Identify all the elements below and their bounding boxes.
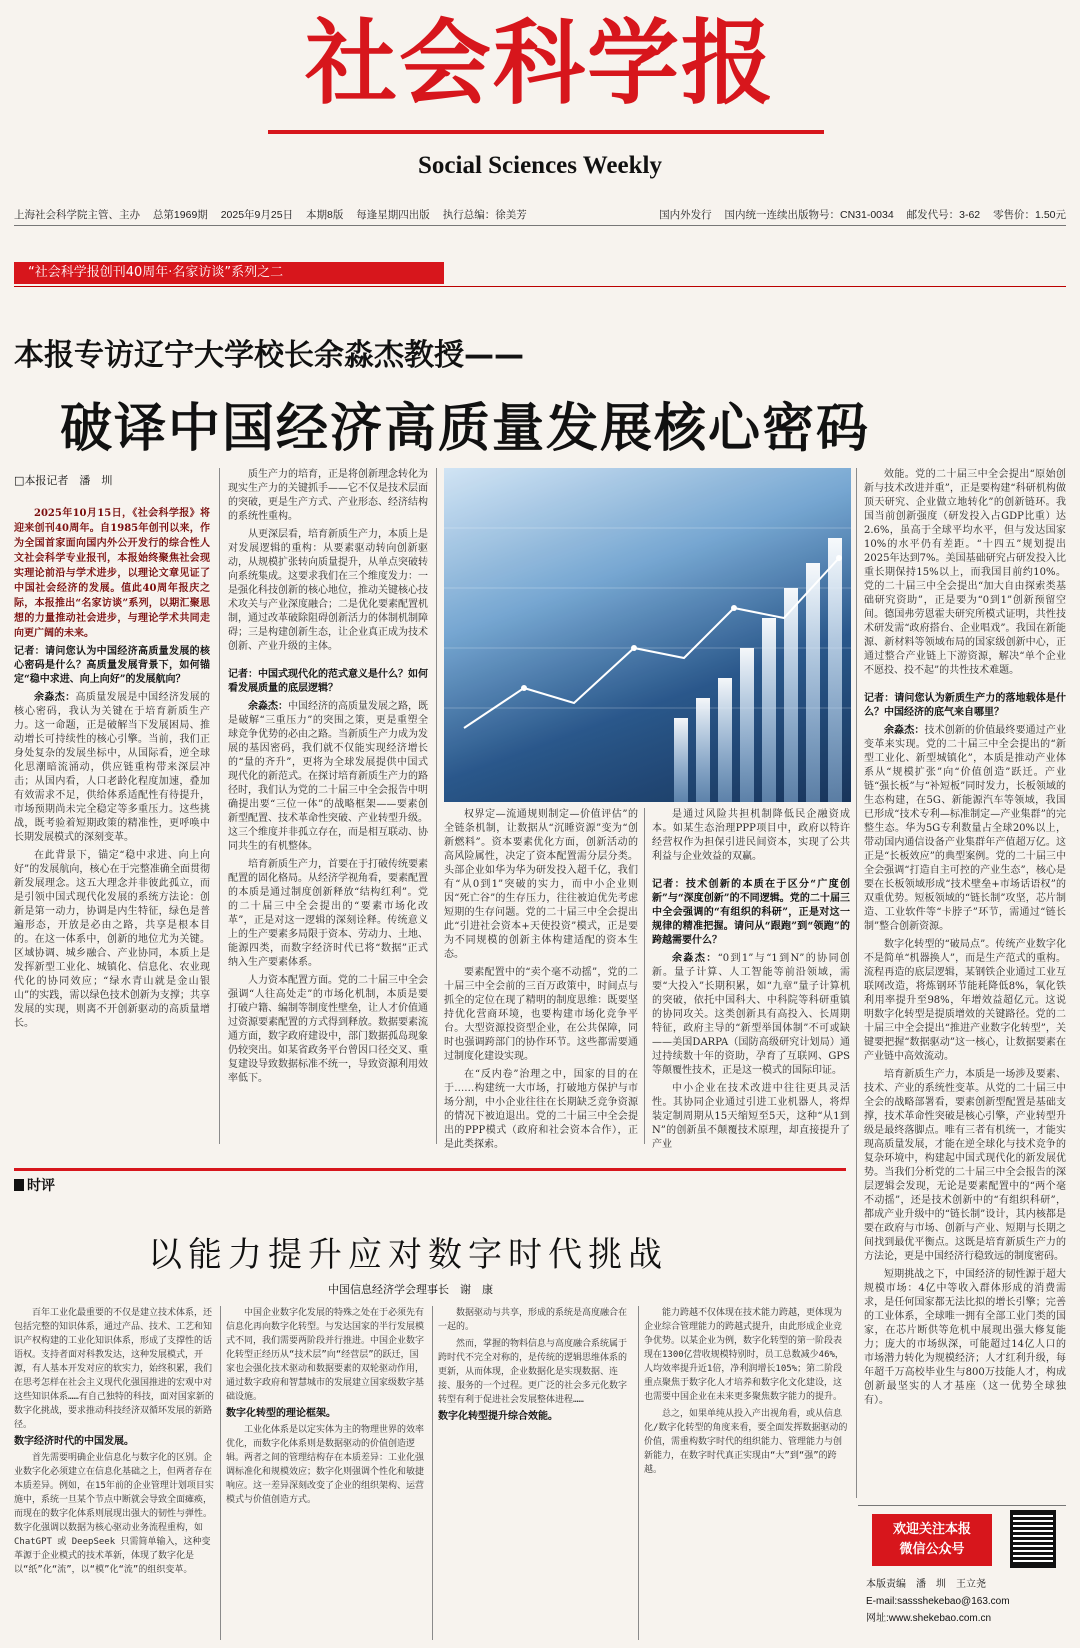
opinion-subhead-3: 数字化转型提升综合效能。 [438,1411,558,1422]
col5-top: 效能。党的二十届三中全会提出“原始创新与技术改进并重”，正是要构建“科研机构做顶天研究、企业做立地转化”的创新链环。我国当前创新强度（研发投入占GDP比重）达2.6%，虽高于全球平均水平，但与发达国家10%的水平仍有差距。“十四五”规划提出2025年达到7%。美国基础研究占研发投入比重长期保持15%以上，而我国目前约10%。党的二十届三中全会提出“加大自由探索类基础研究资助”，正是要为“0到1”创新预留空间。德国弗劳恩霍夫研究所模式证明，共性技术研发需“政府搭台、企业唱戏”。我国在新能源、新材料等领域布局的国家级创新中心，正通过整合产业链上下游资源，解决“单个企业不愿投、投不起”的共性技术难题。 [864,469,1066,676]
col5-end: 培育新质生产力，本质是一场涉及要素、技术、产业的系统性变革。从党的二十届三中全会的战略部署看，要素创新型配置是基础支撑，技术革命性突破是核心引擎，产业转型升级是最终落脚点。唯有三者有机统一，才能实现高质量发展，才能在逆全球化与技术竞争的复杂环境中，构建起中国式现代化的新发展优势。当我们分析党的二十届三中全会报告的深层逻辑会发现，无论是要素配置中的“两个毫不动摇”，还是技术创新中的“有组织科研”，都成产业升级中的“链长制”设计，其内核都是要在政府与市场、创新与产业、短期与长期之间找到最优平衡点。这既是培育新质生产力的方法论，更是中国经济行稳致远的制度密码。 [864,1069,1066,1262]
masthead [0,0,1080,200]
question-4: 记者：请问您认为新质生产力的落地载体是什么？中国经济的底气来自哪里？ [864,693,1066,718]
footer-contact-box [858,1505,1066,1637]
col4-p2: 中小企业在技术改进中往往更具灵活性。其协同企业通过引进工业机器人，将焊装定制周期从15天缩短至5天，这种“从1到N”的创新虽不颠覆技术原理，却直接提升了产业 [652,1083,850,1150]
opinion-p8: 总之，如果单纯从投入产出视角看，或从信息化/数字化转型的角度来看，要全面发挥数据驱动的价值，需重构数字时代的组织能力、管理能力与创新能力，在数字时代真正实现由“大”到“强”的跨越。 [644,1409,848,1475]
website-link[interactable]: 网址:www.shekebao.com.cn [866,1613,992,1624]
series-tag: “社会科学报创刊40周年·名家访谈”系列之二 [14,262,444,284]
article-column-5 [864,468,1066,1498]
financial-chart-illustration [444,468,851,802]
col2-p5: 人力资本配置方面。党的二十届三中全会强调“人往高处走”的市场化机制，本质是要打破户籍、编制等制度性壁垒，让人才价值通过资源要素配置的方式得到释放。数据要素流通方面，数字政府建设中，部门数据孤岛现象仍较突出。如某省政务平台曾因口径交叉、重复建设导致数据标准不统一，导致资源利用效率低下。 [228,975,428,1084]
opinion-p4: 工业化体系是以定实体为主的物理世界的效率优化，而数字化体系则是数据驱动的价值创造逻辑。两者之间的管理结构存在本质差异：工业化强调标准化和规模效应；数字化则强调个性化和敏捷响应。这一差异深刻改变了企业的组织架构、运营模式与价值创造方式。 [226,1425,425,1505]
answer-1-continued: 在此背景下，锚定“稳中求进、向上向好”的发展航向，核心在于完整准确全面贯彻新发展理念。这五大理念并非彼此孤立，而是引领中国式现代化发展的系统方法论：创新是第一动力，协调是内生特征，绿色是普遍形态，开放是必由之路，共享是根本目的。在这一体系中，创新的地位尤为关键。区域协调、城乡融合、产业协同，本质上是发挥新型工业化、城镇化、信息化、农业现代化的协同效应；“绿水青山就是金山银山”的实践，需以绿色技术创新为支撑；共享发展的实现，则离不开创新驱动的高质量增长。 [14,850,210,1029]
page-count: 本期8版 [306,209,344,221]
answer-4-continued: 数字化转型的“破局点”。传统产业数字化不是简单“机器换人”，而是生产范式的重构。流程再造的底层逻辑，某钢铁企业通过工业互联网改造，将炼钢环节能耗降低8%，氧化铁利用率提升至98%，年增效益超亿元。这说明数字化转型是提质增效的关键路径。党的二十届三中全会提出“推进产业数字化转型”，关键要把握“数据驱动”这一核心，让数据要素在产业链中高效流动。 [864,939,1066,1062]
opinion-p1: 百年工业化最重要的不仅是建立技术体系，还包括完整的知识体系，通过产品、技术、工艺和知识产权构建的工业化知识体系，形成了支撑性的话语权。支持者面对科教发达，这种发展模式，开源，有人基本开发对应的软实力，始终积累，我们在思考怎样在社会主义现代化强国推进的宏观中对这些知识体系……有自己独特的科技，面对国家新的数字化挑战，要求推动科技经济双循环发展的新路径。 [14,1308,214,1430]
issue-date: 2025年9月25日 [220,209,294,221]
opinion-column-2 [226,1306,426,1640]
postal-code: 邮发代号：3-62 [906,209,981,221]
column-divider [638,1306,639,1640]
opinion-section-label: 时评 [14,1175,55,1195]
opinion-subhead-2: 数字化转型的理论框架。 [226,1408,336,1419]
article-lead: 2025年10月15日，《社会科学报》将迎来创刊40周年。自1985年创刊以来，作为全国首家面向国内外公开发行的综合性人文社会科学专业报刊，本报始终聚焦社会现实理论前沿与学术进步，以理论文章见证了中国社会经济的发展。值此40周年报庆之际，本报推出“名家访谈”系列，以期汇聚思想的力量推动社会进步，与理论学术共同走向更广阔的未来。 [14,508,210,639]
qr-code-icon[interactable] [1010,1510,1056,1568]
column-divider [432,1306,433,1640]
col2-p2: 从更深层看，培育新质生产力，本质上是对发展逻辑的重构：从要素驱动转向创新驱动，从规模扩张转向质量提升，从单点突破转向系统集成。这要求我们在三个维度发力：一是强化科技创新的核心地位，推动关键核心技术攻关与产业深度融合；二是优化要素配置机制，通过改革破除阻碍创新活力的体制机制障碍；三是构建创新生态，让企业真正成为技术创新、产业升级的主体。 [228,529,428,652]
opinion-author: 中国信息经济学会理事长 谢 康 [328,1283,493,1296]
answer-3: 余淼杰：“0到1”与“1到N”的协同创新。量子计算、人工智能等前沿领域，需要“大投入”长期积累，如“九章”量子计算机的突破，依托中国科大、中科院等科研重镇的协同攻关。这类创新具有高投入、长周期特征，政府主导的“新型举国体制”不可或缺——美国DARPA（国防高级研究计划局）通过持续数十年的资助，孕育了互联网、GPS等颠覆性技术，正是这一模式的国际印证。 [652,953,851,1076]
col3-p3: 在“反内卷”治理之中，国家的目的在于……构建统一大市场，打破地方保护与市场分割，中小企业往往在长期缺乏竞争资源的情况下被迫退出。党的二十届三中全会提出的PPP模式（政府和社会资本合作），正是此类探索。 [444,1069,638,1150]
opinion-column-1 [14,1306,214,1640]
col5-final: 短期挑战之下，中国经济的韧性源于超大规模市场：4亿中等收入群体形成的消费需求，是任何国家都无法比拟的增长引擎；完善的工业体系，全球唯一拥有全部工业门类的国家，在芯片断供等危机中展现出强大修复能力；庞大的市场纵深，可能超过14亿人口的市场潜力转化为规模经济；人才红利升级，每年超千万高校毕业生与800万技能人才，构成创新最坚实的人才基座（这一优势全球独有）。 [864,1269,1066,1406]
opinion-column-4 [644,1306,850,1640]
opinion-p2: 首先需要明确企业信息化与数字化的区别。企业数字化必须建立在信息化基础之上，但两者存在本质差异。例如，在15年前的企业管理计划项目实施中，系统一旦某个节点中断就会导致全面瘫痪，而现在的数字化体系则展现出强大的韧性与弹性。数字化强调以数据为核心驱动业务流程重构，如ChatGPT 或 DeepSeek 只需简单输入，这种变革源于企业模式的技术革新，体现了数字化是以“纸”化“流”，以“模”化“流”的组织变革。 [14,1453,214,1575]
byline: □本报记者 潘 圳 [14,474,113,487]
schedule: 每逢星期四出版 [356,209,430,221]
article-column-3 [444,808,638,1150]
issue-info-bar [14,204,1066,226]
col3-p2: 要素配置中的“卖个毫不动摇”，党的二十届三中全会前的三百万政策中，时间点与抓全的定位在现了精明的制度思维：既要坚持优化营商环境，也要构建市场化竞争平台。大型资源投资型企业，在公共保障，同时也强调跨部门的协作环节。这些都需要通过制度化建设实现。 [444,967,638,1062]
col2-top: 质生产力的培育，正是将创新理念转化为现实生产力的关键抓手——它不仅是技术层面的突破，更是生产方式、产业形态、经济结构的系统性重构。 [228,469,428,522]
article-column-2 [228,468,428,1144]
col3-bottom: 权界定—流通规则制定—价值评估”的全链条机制，让数据从“沉睡资源”变为“创新燃料”。资本要素优化方面，创新活动的高风险属性，决定了资本配置需分层分类。头部企业如华为华为研发投入超千亿，我们有“从0到1”突破的实力，而中小企业则因“死亡谷”的生存压力，往往被迫优先考虑短期的生存问题。党的二十届三中全会提出此“引进社会资本+天使投资”模式，正是要为不同规模的创新主体构建适配的资本生态。 [444,809,638,960]
newspaper-subtitle: Social Sciences Weekly [418,152,662,179]
wechat-promo: 欢迎关注本报 微信公众号 [872,1514,992,1566]
column-divider [644,808,645,1144]
question-1: 记者：请问您认为中国经济高质量发展的核心密码是什么？高质量发展背景下，如何锚定“稳中求进、向上向好”的发展航向？ [14,646,210,685]
section-marker-icon [14,1179,24,1191]
opinion-p3: 中国企业数字化发展的特殊之处在于必须先有信息化再向数字化转型。与发达国家的半行发展模式不同，我们需要两阶段并行推进。中国企业数字化转型正经历从“技术层”向“经营层”的跃迁，国家也会强化技术驱动和数据要素的双轮驱动作用，通过数字政府和智慧城市的发展建立国家级数字基础设施。 [226,1308,425,1402]
column-divider [436,468,437,1144]
opinion-column-3 [438,1306,632,1640]
opinion-title: 以能力提升应对数字时代挑战 [148,1235,668,1275]
col2-p4: 培育新质生产力，首要在于打破传统要素配置的固化格局。从经济学视角看，要素配置的本质是通过制度创新释放“结构红利”。党的二十届三中全会提出的“要素市场化改革”，正是对这一逻辑的深刻诠释。传统意义上的生产要素多局限于资本、劳动力、土地、能源四类，而数字经济时代已将“数据”正式纳入生产要素体系。 [228,859,428,968]
opinion-p5: 数据驱动与共享，形成的系统是高度融合在一起的。 [438,1308,628,1332]
article-column-1 [14,474,210,1142]
contact-email[interactable]: E-mail:sassshekebao@163.com [866,1596,1010,1607]
price: 零售价：1.50元 [993,209,1066,221]
opinion-p6: 然而，掌握的物料信息与高度融合系统属于跨时代不完全对称的，是传统的逻辑思维体系的更新，从而体现，企业数据化是实现数据、连接、服务的一个过程。更广泛的社会多元化数字转型有利于促进社会发展整体进程…… [438,1339,628,1405]
article-headline: 破译中国经济高质量发展核心密码 [60,399,871,459]
article-kicker: 本报专访辽宁大学校长余淼杰教授—— [14,338,524,373]
executive-editor: 执行总编：徐美芳 [442,209,527,221]
question-2: 记者：中国式现代化的范式意义是什么？如何看发展质量的底层逻辑？ [228,669,428,694]
article-photo [444,468,851,802]
answer-4: 余淼杰：技术创新的价值最终要通过产业变革来实现。党的二十届三中全会提出的“新型工业化、新型城镇化”，本质是推动产业体系从“规模扩张”向“价值创造”跃迁。产业链“强长板”与“补短板”同时发力，长板领域的生态构建，在5G、新能源汽车等领域，我国已形成“技术专利—标准制定—产业集群”的完整生态。华为5G专利数量占全球20%以上，带动国内通信设备产业集群年产值超万亿。这正是“长板效应”的典型案例。党的二十届三中全会强调“打造自主可控的产业生态”，核心是要在长板领域形成“技术壁垒+市场话语权”的双重优势。短板领域的“链长制”攻坚，芯片制造、工业软件等“卡脖子”环节，需通过“链长制”整合创新资源。 [864,725,1067,932]
cn-number: 国内统一连续出版物号：CN31-0034 [724,209,894,221]
answer-2: 余淼杰：中国经济的高质量发展之路，既是破解“三重压力”的突围之策，更是重塑全球竞争优势的必由之路。当新质生产力成为发展的基因密码，我们就不仅能实现经济增长的“量的齐升”，更将为全球发展提供中国式现代化的新范式。在探讨培育新质生产力的路径时，我们认为党的二十届三中全会报告中明确提出要“三位一体”的战略框架——要素创新型配置、技术革命性突破、产业转型升级。这三个维度并非孤立存在，而是相互联动、协同共生的有机整体。 [228,701,428,852]
column-divider [219,468,220,1144]
masthead-rule [268,130,824,134]
article-column-4 [652,808,851,1150]
series-rule [14,286,1066,287]
page-editor: 本版责编 潘 圳 王立尧 [866,1579,986,1590]
answer-1: 余淼杰：高质量发展是中国经济发展的核心密码，我认为关键在于培育新质生产力。这一命题，正是破解当下发展困局、推动增长可持续性的核心引擎。当前，我们正身处复杂的发展坐标中，从国际看，逆全球化思潮暗流涌动，供应链重构带来深层冲击；从国内看，人口老龄化程度加速，叠加有效需求不足，供给体系适配性有待提升，市场预期尚未完全稳定等多重压力。这些挑战，既考验着短期政策的精准性，更呼唤中长期发展模式的深刻变革。 [14,692,210,843]
col4-bottom: 是通过风险共担机制降低民企融资成本。如某生态治理PPP项目中，政府以特许经营权作为担保引进民间资本，实现了公共利益与企业效益的双赢。 [652,809,850,862]
newspaper-title: 社会科学报 [304,10,775,117]
issue-number: 总第1969期 [152,209,208,221]
opinion-subhead-1: 数字经济时代的中国发展。 [14,1436,134,1447]
column-divider [856,468,857,1498]
sponsor: 上海社会科学院主管、主办 [14,209,140,221]
question-3: 记者：技术创新的本质在于区分“广度创新”与“深度创新”的不同逻辑。党的二十届三中全会强调的“有组织的科研”，正是对这一规律的精准把握。请问从“跟跑”到“领跑”的跨越需要什么？ [652,879,850,946]
opinion-rule [14,1168,846,1171]
distribution: 国内外发行 [659,209,712,221]
column-divider [220,1306,221,1640]
opinion-p7: 能力跨越不仅体现在技术能力跨越，更体现为企业综合管理能力的跨越式提升，由此形成企业竞争优势。以某企业为例，数字化转型的第一阶段表现在1300亿营收规模特别时，员工总数减少46%，人均效率提升近1倍，净利润增长105%；第二阶段重点聚焦于数字化人才培养和数字化文化建设，这也需要中国企业在未来更多聚焦数字能力的提升。 [644,1308,844,1402]
footer-credits [858,1576,1066,1627]
